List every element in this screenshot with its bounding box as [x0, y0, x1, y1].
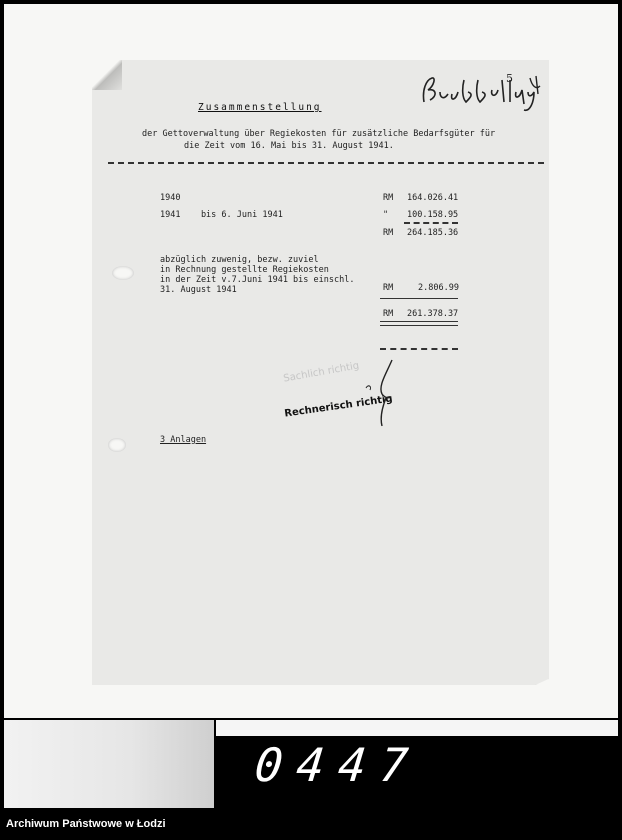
closing-dash-line — [380, 348, 458, 350]
film-frame-number: 0447 — [252, 738, 425, 792]
faded-stamp: Sachlich richtig — [282, 360, 361, 385]
signature — [364, 358, 404, 428]
total-sum-line — [380, 298, 458, 299]
total-amount: 261.378.37 — [407, 309, 459, 319]
punch-hole-bottom — [108, 438, 126, 452]
deduction-currency: RM — [383, 283, 394, 293]
row-label-1941: 1941 bis 6. Juni 1941 — [160, 210, 283, 220]
row-amount-1941: 100.158.95 — [407, 210, 459, 220]
deduction-line-1: abzüglich zuwenig, bezw. zuviel — [160, 255, 319, 265]
archive-label: Archiwum Państwowe w Łodzi — [6, 818, 166, 830]
document-title: Zusammenstellung — [198, 102, 322, 113]
row-currency-1941: " — [383, 210, 389, 220]
subtotal-amount: 264.185.36 — [407, 228, 459, 238]
row-label-1940: 1940 — [160, 193, 181, 203]
row-amount-1940: 164.026.41 — [407, 193, 459, 203]
total-double-underline — [380, 321, 458, 326]
subtitle-line-2: die Zeit vom 16. Mai bis 31. August 1941. — [184, 141, 394, 151]
subtotal-currency: RM — [383, 228, 394, 238]
handwritten-note — [418, 72, 546, 114]
row-currency-1940: RM — [383, 193, 394, 203]
footer-strip — [216, 720, 618, 736]
subtitle-line-1: der Gettoverwaltung über Regiekosten für zusätzliche Bedarfsgüter für — [142, 129, 496, 139]
page-mark: 5 — [506, 72, 513, 85]
header-rule — [108, 162, 544, 167]
deduction-amount: 2.806.99 — [418, 283, 459, 293]
deduction-line-2: in Rechnung gestellte Regiekosten — [160, 265, 329, 275]
subtotal-dash-line — [404, 222, 458, 224]
deduction-line-3: in der Zeit v.7.Juni 1941 bis einschl. — [160, 275, 355, 285]
punch-hole-top — [112, 266, 134, 280]
deduction-line-4: 31. August 1941 — [160, 285, 237, 295]
verification-stamp: Rechnerisch richtig — [283, 393, 394, 420]
footer-film-edge — [4, 720, 214, 808]
total-currency: RM — [383, 309, 394, 319]
torn-corner — [92, 60, 122, 90]
enclosures-label: 3 Anlagen — [160, 435, 207, 445]
